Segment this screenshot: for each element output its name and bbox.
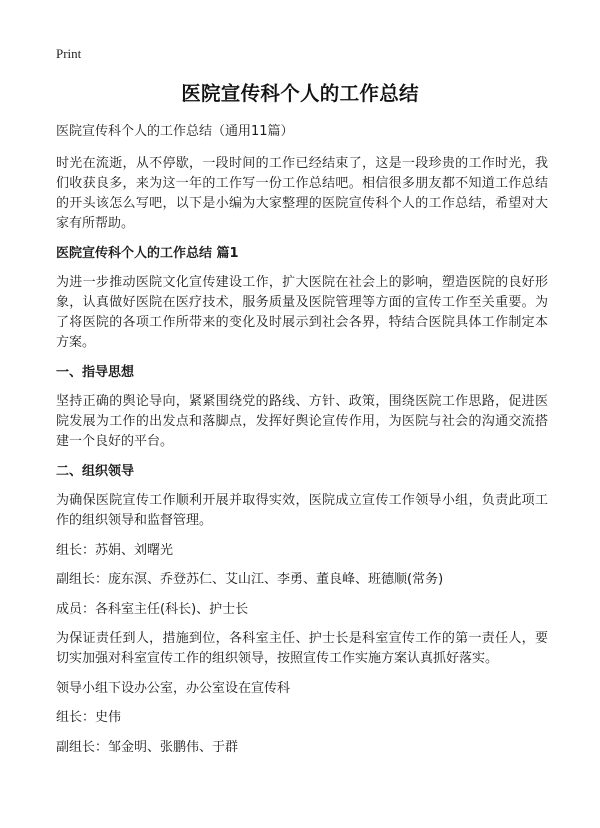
section-heading: 医院宣传科个人的工作总结 篇1 [56,245,239,261]
print-link[interactable]: Print [56,46,82,61]
leader-line: 组长：苏娟、刘曙光 [56,542,174,558]
intro-paragraph: 时光在流逝，从不停歇，一段时间的工作已经结束了，这是一段珍贵的工作时光，我们收获良多，来为这一年的工作写一份工作总结吧。相信很多朋友都不知道工作总结的开头该怎么写吧，以下是小编为大家整理的医院宣传科个人的工作总结，希望对大家有所帮助。 [56,156,548,231]
members-line: 成员：各科室主任(科长)、护士长 [56,601,249,617]
document-subtitle: 医院宣传科个人的工作总结（通用11篇） [56,124,294,139]
office-leader-line: 组长：史伟 [56,710,122,725]
office-line: 领导小组下设办公室，办公室设在宣传科 [56,680,291,696]
responsibility-paragraph: 为保证责任到人，措施到位，各科室主任、护士长是科室宣传工作的第一责任人，要切实加强对科室宣传工作的组织领导，按照宣传工作实施方案认真抓好落实。 [56,631,548,666]
section-intro-paragraph: 为进一步推动医院文化宣传建设工作，扩大医院在社会上的影响，塑造医院的良好形象，认真做好医院在医疗技术，服务质量及医院管理等方面的宣传工作至关重要。为了将医院的各项工作所带来的变化及时展示到社会各界，特结合医院具体工作制定本方案。 [56,275,548,350]
guiding-ideology-paragraph: 坚持正确的舆论导向，紧紧围绕党的路线、方针、政策，围绕医院工作思路，促进医院发展为工作的出发点和落脚点，发挥好舆论宣传作用，为医院与社会的沟通交流搭建一个良好的平台。 [56,394,548,449]
organization-paragraph: 为确保医院宣传工作顺利开展并取得实效，医院成立宣传工作领导小组，负责此项工作的组织领导和监督管理。 [56,493,548,528]
heading-organization: 二、组织领导 [56,463,135,479]
document-title: 医院宣传科个人的工作总结 [181,82,419,105]
document-body [56,122,548,767]
deputy-leader-line: 副组长：庞东溟、乔登苏仁、艾山江、李勇、董良峰、班德顺(常务) [56,572,444,587]
heading-guiding-ideology: 一、指导思想 [56,364,135,380]
office-deputy-line: 副组长：邹金明、张鹏伟、于群 [56,739,239,755]
